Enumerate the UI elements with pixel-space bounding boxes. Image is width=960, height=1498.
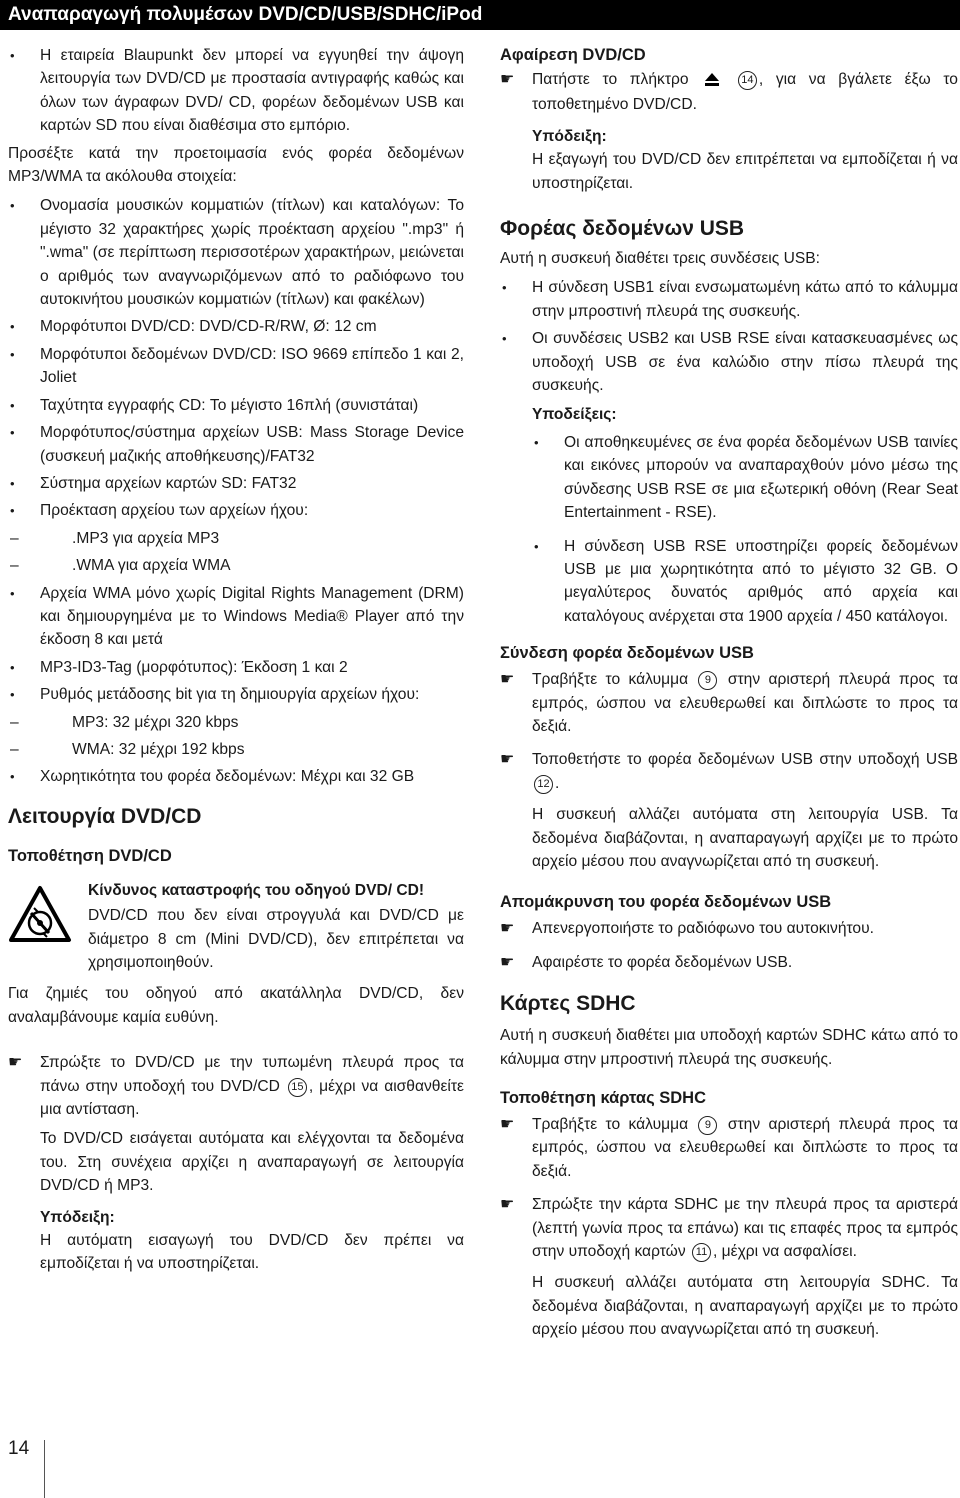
liability-text: Για ζημιές του οδηγού από ακατάλληλα DVD/CD, δεν αναλαμβάνουμε καμία ευθύνη. [8, 985, 464, 1026]
list-item: • Οι αποθηκευμένες σε ένα φορέα δεδομένων USB ταινίες και εικόνες μπορούν να αναπαραχθούν μόνο μέσω της σύνδεσης USB RSE σε μια εξωτερική οθόνη (Rear Seat Entertainment - RSE). [532, 431, 958, 525]
sdhc-insert-title: Τοποθέτηση κάρτας SDHC [500, 1089, 706, 1107]
spec-list [8, 194, 464, 788]
disconnect-step-1 [500, 917, 958, 940]
step-text: στην αριστερή πλευρά προς τα εμπρός, ώσπου να ελευθερωθεί και διπλώστε το προς τα δεξιά. [532, 671, 958, 735]
hand-pointer-icon: ☛ [500, 1116, 515, 1133]
hand-pointer-icon: ☛ [500, 71, 515, 88]
connect-step-2 [500, 748, 958, 795]
eject-key-badge: 14 [738, 71, 757, 90]
step-text: , μέχρι να αισθανθείτε μια αντίσταση. [40, 1077, 464, 1119]
insert-title: Τοποθέτηση DVD/CD [8, 846, 172, 865]
sdhc-title: Κάρτες SDHC [500, 992, 636, 1016]
list-item: – MP3: 32 μέχρι 320 kbps [8, 711, 464, 734]
insert-step [8, 1051, 464, 1121]
disconnect-title: Απομάκρυνση του φορέα δεδομένων USB [500, 893, 832, 912]
step-text: Τοποθετήστε το φορέα δεδομένων USB στην υποδοχή USB [532, 751, 958, 769]
eject-icon [704, 70, 720, 93]
list-item [8, 683, 464, 761]
disconnect-step-2 [500, 951, 958, 974]
list-item: • Η σύνδεση USB1 είναι ενσωματωμένη κάτω από το κάλυμμα στην μπροστινή πλευρά της συσκευής. [500, 276, 958, 323]
list-item [8, 499, 464, 577]
intro-list [8, 44, 464, 138]
list-item: • Μορφότυποι δεδομένων DVD/CD: ISO 9669 επίπεδο 1 και 2, Joliet [8, 343, 464, 390]
step-text: Τραβήξτε το κάλυμμα [532, 1116, 689, 1133]
step-text: Σπρώξτε το DVD/CD με την τυπωμένη πλευρά προς τα πάνω στην υποδοχή του DVD/CD [40, 1054, 464, 1095]
header-title: Αναπαραγωγή πολυμέσων DVD/CD/USB/SDHC/iPod [8, 4, 483, 25]
cover-number-badge: 9 [698, 671, 717, 690]
connect-step-1 [500, 668, 958, 738]
list-item: • MP3-ID3-Tag (μορφότυπος): Έκδοση 1 και 2 [8, 656, 464, 679]
step-text: Σπρώξτε την κάρτα SDHC με την πλευρά προς τα αριστερά (λεπτή γωνία προς τα επάνω) και τις επαφές προς τα εμπρός στην υποδοχή καρτών [532, 1196, 958, 1261]
step-text: . [555, 774, 560, 792]
list-item: – .MP3 για αρχεία MP3 [8, 527, 464, 550]
list-item: • Οι συνδέσεις USB2 και USB RSE είναι κατασκευασμένες ως υποδοχή USB σε ένα καλώδιο στην πίσω πλευρά της συσκευής. [500, 327, 958, 397]
ext-sublist [8, 527, 464, 578]
usb-intro: Αυτή η συσκευή διαθέτει τρεις συνδέσεις USB: [500, 250, 821, 268]
step-text: , για να βγάλετε έξω το τοποθετημένο DVD/CD. [532, 71, 958, 114]
list-item: – WMA: 32 μέχρι 192 kbps [8, 738, 464, 761]
list-item: • Μορφότυπος/σύστημα αρχείων USB: Mass Storage Device (συσκευή μαζικής αποθήκευσης)/FAT32 [8, 421, 464, 468]
step-text: , μέχρι να ασφαλίσει. [712, 1243, 857, 1261]
list-item: • Ταχύτητα εγγραφής CD: Το μέγιστο 16πλή (συνιστάται) [8, 394, 464, 417]
list-item: • Χωρητικότητα του φορέα δεδομένων: Μέχρι και 32 GB [8, 765, 464, 788]
remove-step [500, 68, 958, 117]
step-text: στην αριστερή πλευρά προς τα εμπρός, ώσπου να ελευθερωθεί και διπλώστε το προς τα δεξιά. [532, 1116, 958, 1180]
spec-7-label: Προέκταση αρχείου των αρχείων ήχου: [40, 502, 309, 520]
hand-pointer-icon: ☛ [500, 671, 515, 689]
hand-pointer-icon: ☛ [500, 953, 515, 971]
section-title-dvd: Λειτουργία DVD/CD [8, 804, 202, 828]
step-text: Πατήστε το πλήκτρο [532, 71, 689, 88]
list-item: • Σύστημα αρχείων καρτών SD: FAT32 [8, 472, 464, 495]
page-header [0, 0, 960, 30]
connect-result: Η συσκευή αλλάζει αυτόματα στη λειτουργία USB. Τα δεδομένα διαβάζονται, η αναπαραγωγή αρχίζει με το πρώτο αρχείο μέσου που αναγνωρίζεται από τη συσκευή. [532, 806, 958, 870]
hand-pointer-icon: ☛ [500, 920, 515, 938]
sdhc-step-1 [500, 1113, 958, 1183]
note-text: Η αυτόματη εισαγωγή του DVD/CD δεν πρέπει να εμποδίζεται ή να υποστηρίζεται. [40, 1232, 464, 1273]
usb-notes-list [500, 431, 958, 628]
hand-pointer-icon: ☛ [500, 1196, 515, 1214]
list-item: • Μορφότυποι DVD/CD: DVD/CD-R/RW, Ø: 12 cm [8, 315, 464, 338]
step-text: Τραβήξτε το κάλυμμα [532, 671, 689, 689]
page-number-divider [44, 1440, 45, 1498]
step-text: Αφαιρέστε το φορέα δεδομένων USB. [532, 953, 793, 971]
list-item: • Η σύνδεση USB RSE υποστηρίζει φορείς δεδομένων USB με μια χωρητικότητα από το μέγιστο 32 GB. Ο μεγαλύτερος δυνατός αριθμός από αρχεία και καταλόγους ανέρχεται στα 1900 αρχεία / 450 κατάλογοι. [532, 535, 958, 629]
list-item: • Αρχεία WMA μόνο χωρίς Digital Rights Management (DRM) και δημιουργημένα με το Windows Media® Player από την έκδοση 8 και μετά [8, 582, 464, 652]
warning-box [8, 879, 464, 975]
list-item: • Η εταιρεία Blaupunkt δεν μπορεί να εγγυηθεί την άψογη λειτουργία των DVD/CD με προστασία αντιγραφής καθώς και όλων των άγραφων DVD/ CD, φορέων δεδομένων USB και καρτών SD που είναι διαθέσιμα στο εμπόριο. [8, 44, 464, 138]
card-slot-badge: 11 [692, 1243, 711, 1262]
usb-slot-badge: 12 [534, 775, 553, 794]
slot-number-badge: 15 [288, 1078, 307, 1097]
usb-notes-title: Υποδείξεις: [532, 406, 617, 424]
list-item: • Ονομασία μουσικών κομματιών (τίτλων) και καταλόγων: Το μέγιστο 32 χαρακτήρες χωρίς προέκταση αρχείου ".mp3" ή ".wma" (σε περίπτωση περισσοτέρων χαρακτήρων, μειώνεται ο αριθμός των αναγνωριζόμενων από το ραδιόφωνο του αυτοκινήτου μουσικών κομματιών (τίτλων) και φακέλων) [8, 194, 464, 311]
sdhc-intro: Αυτή η συσκευή διαθέτει μια υποδοχή καρτών SDHC κάτω από το κάλυμμα στην μπροστινή πλευρά της συσκευής. [500, 1027, 958, 1068]
usb-list [500, 276, 958, 397]
connect-title: Σύνδεση φορέα δεδομένων USB [500, 644, 754, 663]
right-column [500, 44, 958, 1342]
remove-note-text: Η εξαγωγή του DVD/CD δεν επιτρέπεται να εμποδίζεται ή να υποστηρίζεται. [532, 151, 958, 192]
note-title: Υπόδειξη: [40, 1208, 115, 1226]
step-text: Απενεργοποιήστε το ραδιόφωνο του αυτοκινήτου. [532, 920, 874, 938]
remove-note-title: Υπόδειξη: [532, 127, 607, 145]
bitrate-sublist [8, 711, 464, 762]
sdhc-step-2 [500, 1193, 958, 1263]
hand-pointer-icon: ☛ [500, 751, 515, 769]
warning-disc-icon [8, 885, 72, 948]
warning-title: Κίνδυνος καταστροφής του οδηγού DVD/ CD! [88, 881, 425, 899]
mp3-intro: Προσέξτε κατά την προετοιμασία ενός φορέα δεδομένων MP3/WMA τα ακόλουθα στοιχεία: [8, 144, 464, 186]
usb-title: Φορέας δεδομένων USB [500, 217, 745, 241]
hand-pointer-icon: ☛ [8, 1054, 23, 1072]
cover-number-badge: 9 [698, 1116, 717, 1135]
left-column [8, 44, 464, 1276]
page-number: 14 [8, 1438, 30, 1459]
remove-title: Αφαίρεση DVD/CD [500, 46, 646, 64]
warning-text: DVD/CD που δεν είναι στρογγυλά και DVD/CD με διάμετρο 8 cm (Mini DVD/CD), δεν επιτρέπεται να χρησιμοποιηθούν. [88, 907, 464, 971]
spec-10-label: Ρυθμός μετάδοσης bit για τη δημιουργία αρχείων ήχου: [40, 686, 420, 704]
sdhc-result: Η συσκευή αλλάζει αυτόματα στη λειτουργία SDHC. Τα δεδομένα διαβάζονται, η αναπαραγωγή αρχίζει με το πρώτο αρχείο μέσου που αναγνωρίζεται από τη συσκευή. [532, 1274, 958, 1339]
insert-result: Το DVD/CD εισάγεται αυτόματα και ελέγχονται τα δεδομένα του. Στη συνέχεια αρχίζει η αναπαραγωγή σε λειτουργία DVD/CD ή MP3. [40, 1130, 464, 1195]
list-item: – .WMA για αρχεία WMA [8, 554, 464, 577]
